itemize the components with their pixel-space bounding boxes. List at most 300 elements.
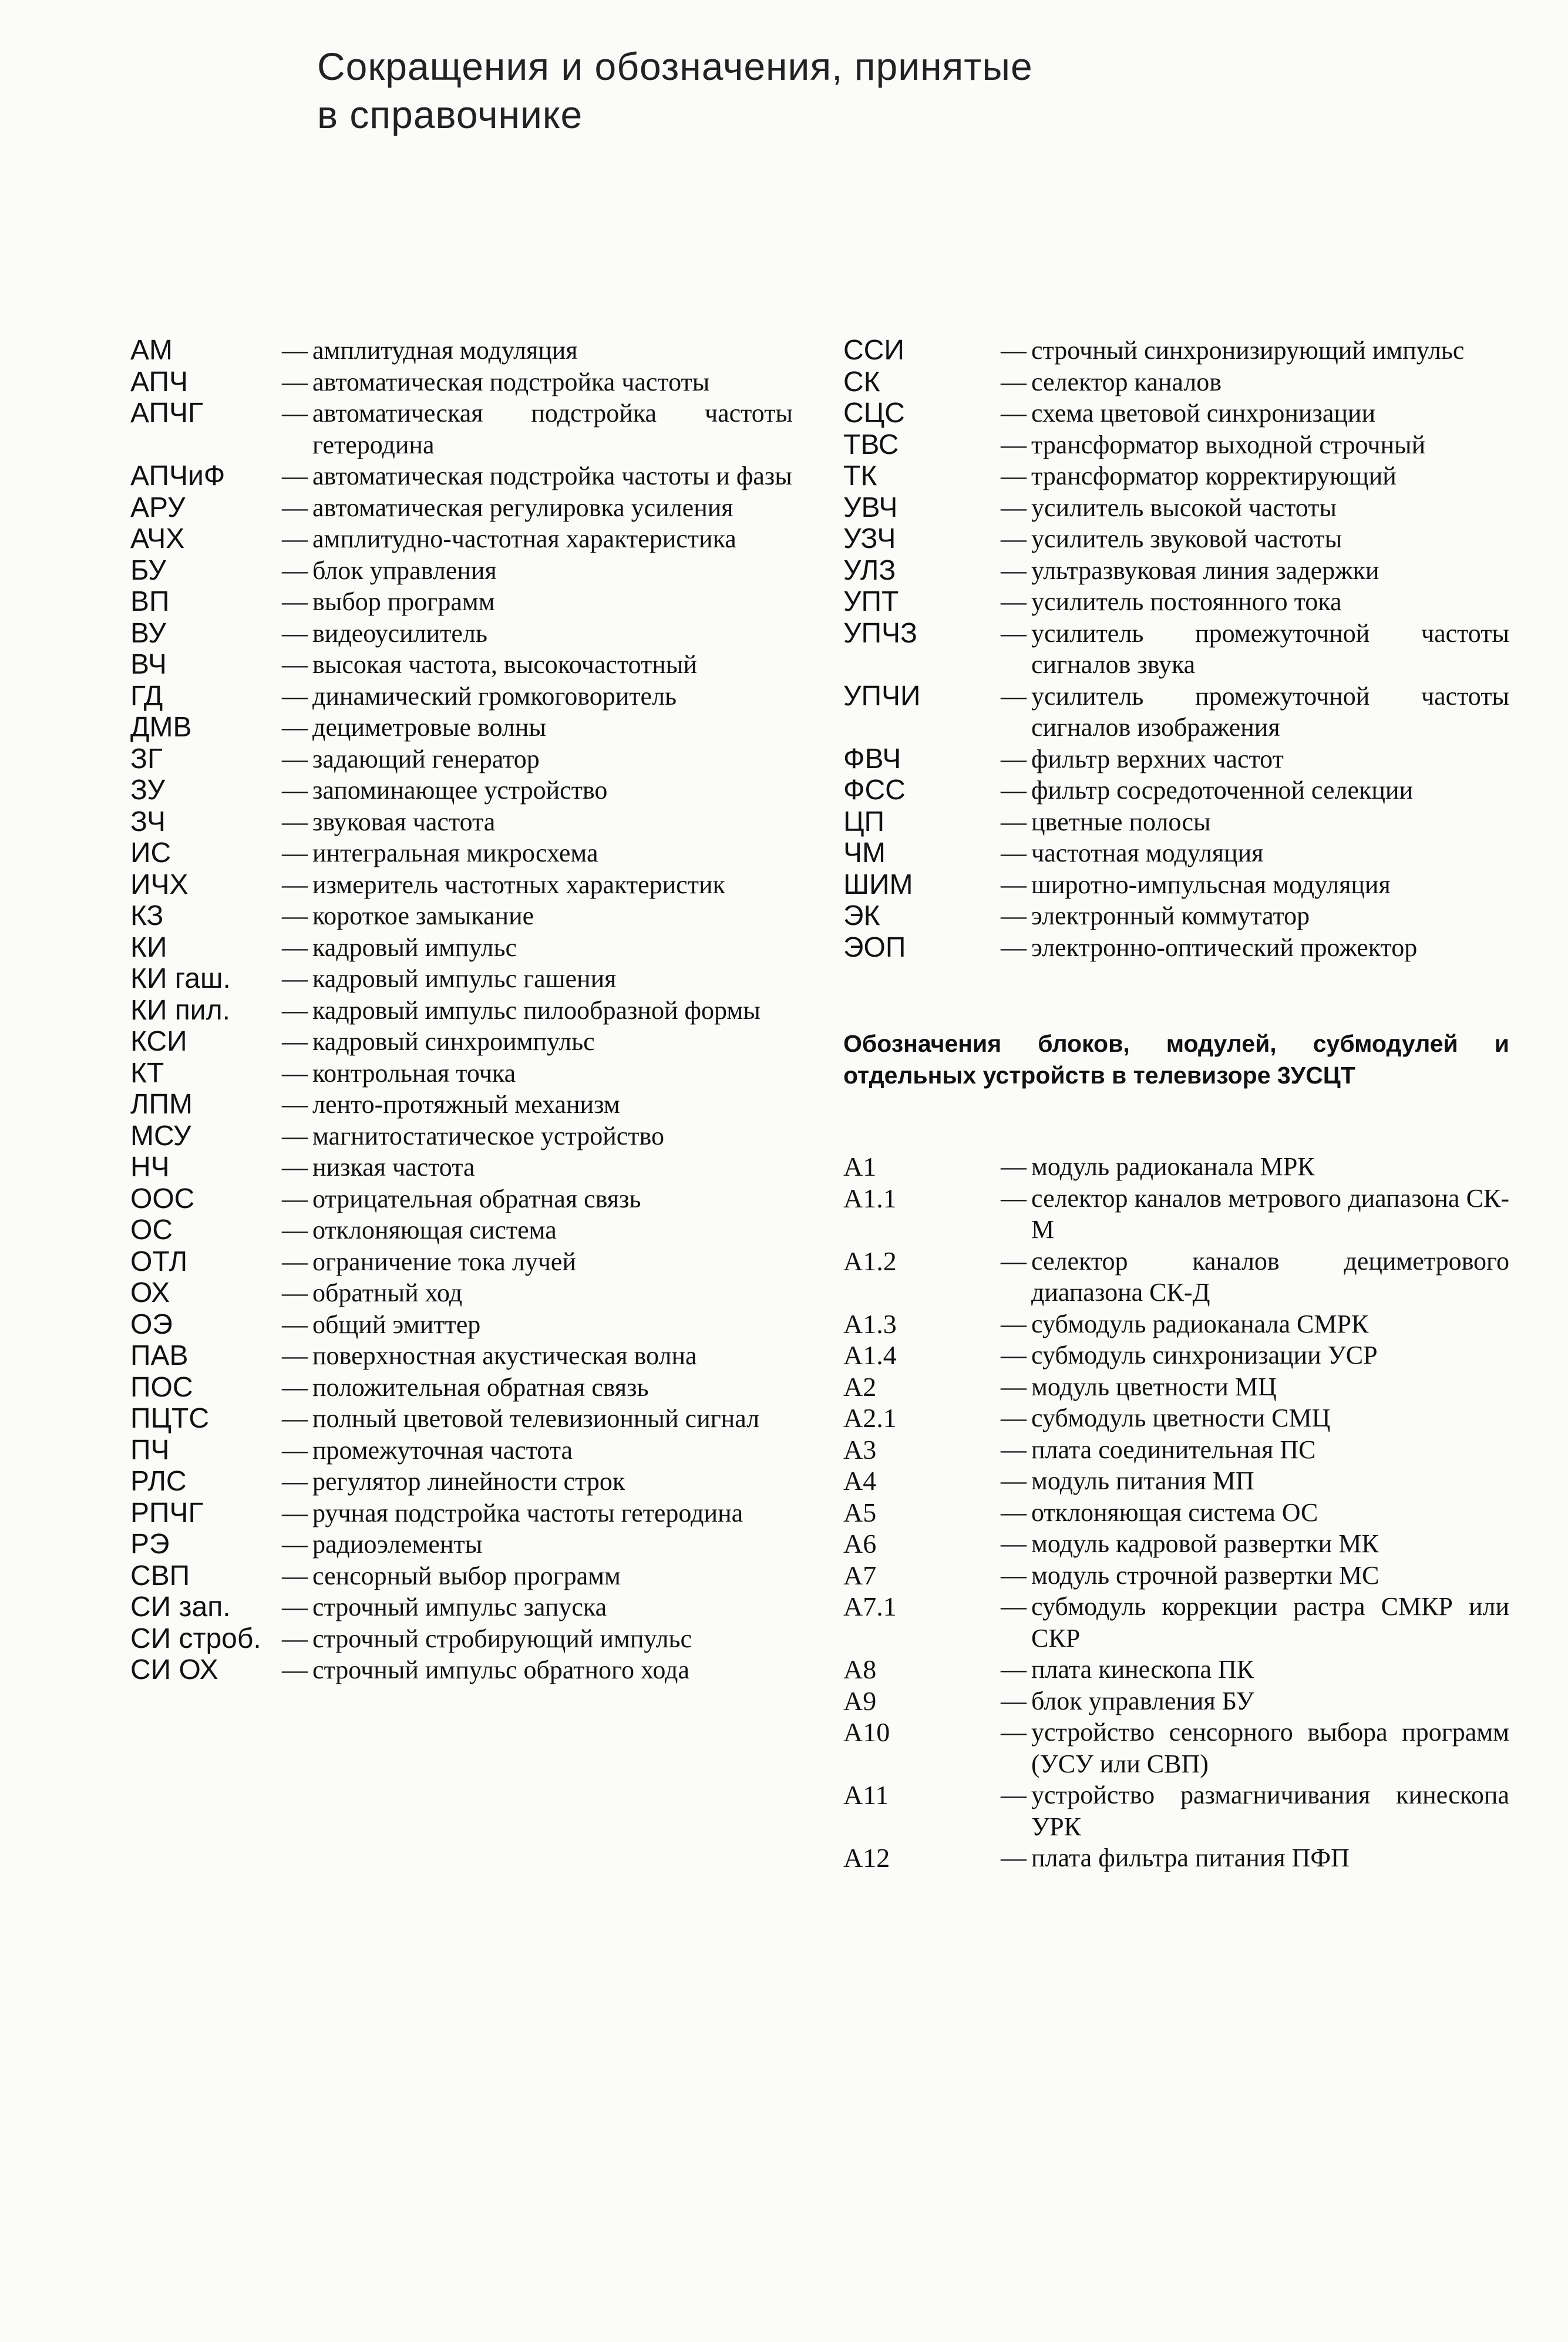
abbreviation-entry <box>130 1058 793 1089</box>
entry-dash: — <box>1001 430 1027 459</box>
abbreviation-definition: блок управления БУ <box>1031 1686 1254 1715</box>
abbreviation-entry <box>843 335 1509 366</box>
abbreviation-definition: запоминающее устройство <box>312 776 608 805</box>
abbreviation-definition: усилитель промежуточной частоты сигналов звука <box>1031 618 1509 679</box>
abbreviation-term: А1.2 <box>843 1246 897 1276</box>
abbreviation-definition: выбор программ <box>312 587 495 616</box>
abbreviation-term: СИ строб. <box>130 1623 261 1654</box>
entry-dash: — <box>1001 1372 1027 1401</box>
entry-dash: — <box>282 1153 308 1182</box>
entry-dash: — <box>282 1247 308 1276</box>
abbreviation-definition: задающий генератор <box>312 744 540 773</box>
abbreviation-entry <box>130 586 793 618</box>
abbreviation-entry <box>130 1214 793 1246</box>
entry-dash: — <box>1001 681 1027 711</box>
abbreviation-term: КИ <box>130 931 167 963</box>
abbreviation-entry <box>843 1183 1509 1246</box>
abbreviation-definition: строчный стробирующий импульс <box>312 1624 692 1653</box>
abbreviation-entry <box>130 1277 793 1309</box>
entry-dash: — <box>282 367 308 396</box>
abbreviation-term: СЦС <box>843 398 905 429</box>
entry-dash: — <box>282 1090 308 1119</box>
abbreviation-definition: видеоусилитель <box>312 618 487 648</box>
abbreviation-term: А6 <box>843 1529 877 1559</box>
abbreviation-entry <box>843 900 1509 932</box>
abbreviation-definition: промежуточная частота <box>312 1435 573 1465</box>
abbreviation-term: РПЧГ <box>130 1497 204 1529</box>
entry-dash: — <box>1001 1560 1027 1590</box>
entry-dash: — <box>282 1278 308 1307</box>
abbreviation-definition: поверхностная акустическая волна <box>312 1341 697 1370</box>
abbreviation-term: РЛС <box>130 1466 187 1497</box>
abbreviation-definition: блок управления <box>312 556 497 585</box>
abbreviation-entry <box>130 743 793 775</box>
abbreviation-term: БУ <box>130 554 166 586</box>
entry-dash: — <box>1001 1718 1027 1747</box>
abbreviation-definition: частотная модуляция <box>1031 839 1264 867</box>
abbreviation-term: НЧ <box>130 1152 170 1183</box>
entry-dash: — <box>1001 1498 1027 1527</box>
entry-dash: — <box>282 1372 308 1402</box>
abbreviation-entry <box>843 618 1509 681</box>
abbreviation-term: КИ пил. <box>130 994 230 1026</box>
abbreviation-entry <box>130 1435 793 1466</box>
abbreviation-term: ГД <box>130 680 163 712</box>
entry-dash: — <box>1001 462 1027 490</box>
abbreviation-term: СИ ОХ <box>130 1654 218 1685</box>
abbreviation-definition: короткое замыкание <box>312 901 534 930</box>
abbreviation-term: А12 <box>843 1843 890 1873</box>
abbreviation-definition: кадровый импульс пилообразной формы <box>312 995 761 1025</box>
abbreviation-entry <box>130 775 793 806</box>
entry-dash: — <box>1001 901 1027 930</box>
abbreviation-entry <box>843 837 1509 869</box>
entry-dash: — <box>282 870 308 899</box>
entry-dash: — <box>282 713 308 742</box>
abbreviation-definition: цветные полосы <box>1031 807 1211 836</box>
abbreviation-definition: плата фильтра питания ПФП <box>1031 1843 1350 1872</box>
abbreviation-term: ПЦТС <box>130 1403 209 1434</box>
blocks-list <box>843 1151 1509 1874</box>
entry-dash: — <box>1001 336 1027 365</box>
abbreviation-term: ПОС <box>130 1371 193 1403</box>
abbreviation-definition: кадровый импульс <box>312 933 517 962</box>
abbreviation-entry <box>843 1308 1509 1340</box>
entry-dash: — <box>282 901 308 930</box>
abbreviation-term: АПЧиФ <box>130 460 226 492</box>
abbreviation-entry <box>130 555 793 587</box>
entry-dash: — <box>1001 1309 1027 1338</box>
abbreviation-entry <box>843 460 1509 492</box>
abbreviation-entry <box>843 869 1509 901</box>
abbreviation-term: А10 <box>843 1717 890 1747</box>
abbreviation-term: ЭОП <box>843 931 906 963</box>
abbreviation-term: ВУ <box>130 617 166 649</box>
abbreviation-term: А11 <box>843 1780 889 1810</box>
abbreviation-term: А8 <box>843 1654 877 1684</box>
abbreviation-term: ОТЛ <box>130 1246 188 1277</box>
abbreviation-term: ДМВ <box>130 712 192 743</box>
entry-dash: — <box>282 556 308 585</box>
abbreviation-term: А9 <box>843 1685 877 1716</box>
abbreviation-definition: модуль строчной развертки МС <box>1031 1560 1379 1590</box>
abbreviation-definition: фильтр верхних частот <box>1031 744 1284 773</box>
abbreviation-definition: модуль радиоканала МРК <box>1031 1152 1315 1181</box>
entry-dash: — <box>1001 1843 1027 1872</box>
entry-dash: — <box>282 964 308 993</box>
abbreviation-definition: селектор каналов <box>1031 367 1222 396</box>
abbreviation-term: СВП <box>130 1560 190 1591</box>
abbreviation-entry <box>130 995 793 1027</box>
abbreviation-entry <box>130 1309 793 1341</box>
abbreviation-entry <box>130 492 793 524</box>
entry-dash: — <box>1001 839 1027 867</box>
abbreviation-definition: плата соединительная ПС <box>1031 1435 1316 1464</box>
abbreviation-entry <box>130 335 793 366</box>
abbreviation-entry <box>843 429 1509 461</box>
abbreviation-term: ИЧХ <box>130 869 189 900</box>
abbreviation-definition: усилитель звуковой частоты <box>1031 524 1342 553</box>
entry-dash: — <box>282 744 308 773</box>
abbreviation-term: АМ <box>130 335 173 366</box>
abbreviation-entry <box>843 1402 1509 1434</box>
entry-dash: — <box>1001 556 1027 585</box>
entry-dash: — <box>1001 1466 1027 1495</box>
entry-dash: — <box>282 1593 308 1621</box>
abbreviation-definition: трансформатор выходной строчный <box>1031 430 1426 459</box>
abbreviation-term: А1.3 <box>843 1308 897 1339</box>
abbreviation-entry <box>130 1466 793 1498</box>
entry-dash: — <box>282 1121 308 1150</box>
right-abbreviation-list <box>843 335 1509 963</box>
abbreviation-entry <box>843 555 1509 587</box>
abbreviation-definition: полный цветовой телевизионный сигнал <box>312 1404 760 1433</box>
entry-dash: — <box>282 1561 308 1590</box>
abbreviation-entry <box>130 1120 793 1152</box>
abbreviation-entry <box>843 1685 1509 1717</box>
abbreviation-definition: ручная подстройка частоты гетеродина <box>312 1498 743 1527</box>
abbreviation-entry <box>843 806 1509 838</box>
abbreviation-definition: амплитудно-частотная характеристика <box>312 524 736 553</box>
abbreviation-term: РЭ <box>130 1529 170 1560</box>
abbreviation-term: А1.1 <box>843 1183 897 1213</box>
abbreviation-entry <box>843 1151 1509 1183</box>
entry-dash: — <box>1001 1781 1027 1809</box>
abbreviation-entry <box>843 1434 1509 1466</box>
abbreviation-term: ООС <box>130 1183 195 1214</box>
abbreviation-definition: кадровый импульс гашения <box>312 964 617 993</box>
abbreviation-term: ЛПМ <box>130 1089 193 1120</box>
entry-dash: — <box>1001 524 1027 553</box>
abbreviation-entry <box>130 712 793 743</box>
abbreviation-entry <box>843 1560 1509 1591</box>
abbreviation-entry <box>130 681 793 712</box>
entry-dash: — <box>1001 1404 1027 1432</box>
abbreviation-definition: положительная обратная связь <box>312 1372 649 1402</box>
abbreviation-definition: регулятор линейности строк <box>312 1467 625 1496</box>
abbreviation-definition: автоматическая подстройка частоты <box>312 367 710 396</box>
abbreviation-term: ССИ <box>843 335 904 366</box>
abbreviation-term: А7 <box>843 1560 877 1590</box>
abbreviation-entry <box>130 1654 793 1686</box>
abbreviation-entry <box>843 775 1509 806</box>
abbreviation-definition: сенсорный выбор программ <box>312 1561 621 1590</box>
entry-dash: — <box>1001 1529 1027 1558</box>
abbreviation-entry <box>130 1089 793 1120</box>
entry-dash: — <box>282 807 308 836</box>
abbreviation-definition: автоматическая регулировка усиления <box>312 493 733 522</box>
abbreviation-term: УПЧИ <box>843 680 921 712</box>
entry-dash: — <box>282 681 308 711</box>
entry-dash: — <box>282 776 308 805</box>
abbreviation-definition: низкая частота <box>312 1153 475 1182</box>
abbreviation-term: ВП <box>130 586 170 617</box>
abbreviation-entry <box>843 932 1509 964</box>
abbreviation-entry <box>130 366 793 398</box>
abbreviation-term: ШИМ <box>843 869 913 900</box>
abbreviation-entry <box>843 681 1509 743</box>
abbreviation-term: ОС <box>130 1214 173 1246</box>
entry-dash: — <box>1001 744 1027 773</box>
abbreviation-definition: звуковая частота <box>312 807 496 836</box>
abbreviation-entry <box>843 1497 1509 1529</box>
abbreviation-term: ОЭ <box>130 1308 173 1340</box>
entry-dash: — <box>282 1184 308 1213</box>
entry-dash: — <box>282 1498 308 1527</box>
abbreviation-entry <box>130 1372 793 1404</box>
abbreviation-term: А2 <box>843 1371 877 1402</box>
entry-dash: — <box>1001 1341 1027 1369</box>
abbreviation-term: УЗЧ <box>843 523 896 554</box>
title-line-1: Сокращения и обозначения, принятые <box>317 45 1033 88</box>
entry-dash: — <box>1001 587 1027 616</box>
abbreviation-entry <box>130 837 793 869</box>
abbreviation-definition: модуль цветности МЦ <box>1031 1372 1277 1401</box>
abbreviation-entry <box>130 1403 793 1435</box>
abbreviation-term: АПЧГ <box>130 398 203 429</box>
abbreviation-definition: строчный импульс запуска <box>312 1593 607 1621</box>
abbreviation-definition: субмодуль синхронизации УСР <box>1031 1341 1378 1369</box>
entry-dash: — <box>282 1310 308 1339</box>
abbreviation-definition: отклоняющая система ОС <box>1031 1498 1318 1527</box>
abbreviation-term: КТ <box>130 1057 164 1089</box>
abbreviation-entry <box>130 932 793 964</box>
abbreviation-term: А4 <box>843 1466 877 1496</box>
entry-dash: — <box>1001 933 1027 962</box>
entry-dash: — <box>1001 399 1027 428</box>
blocks-subheading: Обозначения блоков, модулей, субмодулей и отдельных устройств в телевизоре 3УСЦТ <box>843 1030 1509 1089</box>
entry-dash: — <box>282 933 308 962</box>
abbreviation-definition: широтно-импульсная модуляция <box>1031 870 1391 899</box>
abbreviation-definition: магнитостатическое устройство <box>312 1121 664 1150</box>
abbreviation-entry <box>130 1560 793 1592</box>
abbreviation-definition: дециметровые волны <box>312 713 546 742</box>
abbreviation-definition: трансформатор корректирующий <box>1031 462 1397 490</box>
abbreviation-term: А3 <box>843 1434 877 1465</box>
abbreviation-definition: модуль кадровой развертки МК <box>1031 1529 1379 1558</box>
entry-dash: — <box>282 839 308 867</box>
abbreviation-definition: ленто-протяжный механизм <box>312 1090 620 1119</box>
abbreviation-term: ЭК <box>843 900 880 931</box>
abbreviation-term: ПЧ <box>130 1434 170 1466</box>
abbreviation-entry <box>130 1246 793 1278</box>
abbreviation-definition: модуль питания МП <box>1031 1466 1254 1495</box>
entry-dash: — <box>282 1435 308 1465</box>
abbreviation-definition: кадровый синхроимпульс <box>312 1027 595 1056</box>
abbreviation-definition: радиоэлементы <box>312 1530 483 1559</box>
abbreviation-entry <box>130 1183 793 1215</box>
abbreviation-term: АПЧ <box>130 366 188 398</box>
abbreviation-term: ЗЧ <box>130 806 166 837</box>
abbreviation-term: А5 <box>843 1497 877 1527</box>
abbreviation-term: СК <box>843 366 880 398</box>
entry-dash: — <box>282 399 308 428</box>
entry-dash: — <box>282 336 308 365</box>
abbreviation-definition: фильтр сосредоточенной селекции <box>1031 776 1413 805</box>
abbreviation-term: А1 <box>843 1152 877 1182</box>
abbreviation-entry <box>843 586 1509 618</box>
entry-dash: — <box>282 1404 308 1433</box>
abbreviation-term: ФВЧ <box>843 743 901 775</box>
abbreviation-entry <box>130 1498 793 1529</box>
entry-dash: — <box>282 1655 308 1684</box>
abbreviation-definition: усилитель промежуточной частоты сигналов изображения <box>1031 681 1509 742</box>
abbreviation-definition: строчный импульс обратного хода <box>312 1655 689 1684</box>
abbreviation-entry <box>843 1654 1509 1685</box>
left-column-abbreviations <box>130 335 793 1686</box>
abbreviation-entry <box>843 492 1509 524</box>
abbreviation-term: А7.1 <box>843 1591 897 1621</box>
abbreviation-term: ЧМ <box>843 837 886 869</box>
abbreviation-term: ЗГ <box>130 743 163 775</box>
abbreviation-definition: электронно-оптический прожектор <box>1031 933 1418 962</box>
abbreviation-entry <box>843 1465 1509 1497</box>
right-column <box>843 335 1509 1874</box>
abbreviation-definition: высокая частота, высокочастотный <box>312 650 697 679</box>
abbreviation-term: ПАВ <box>130 1340 189 1371</box>
abbreviation-entry <box>130 618 793 650</box>
entry-dash: — <box>282 1624 308 1653</box>
entry-dash: — <box>282 587 308 616</box>
abbreviation-term: АРУ <box>130 492 186 523</box>
abbreviation-entry <box>130 1152 793 1183</box>
entry-dash: — <box>282 650 308 679</box>
abbreviation-entry <box>843 1591 1509 1654</box>
entry-dash: — <box>1001 870 1027 899</box>
abbreviation-entry <box>843 398 1509 429</box>
entry-dash: — <box>1001 1152 1027 1181</box>
abbreviation-term: КСИ <box>130 1026 187 1057</box>
abbreviation-definition: селектор каналов дециметрового диапазона СК-Д <box>1031 1246 1509 1307</box>
abbreviation-term: КИ гаш. <box>130 963 231 994</box>
entry-dash: — <box>282 493 308 522</box>
entry-dash: — <box>282 995 308 1025</box>
abbreviation-entry <box>130 806 793 838</box>
abbreviation-term: СИ зап. <box>130 1591 231 1623</box>
entry-dash: — <box>1001 1183 1027 1213</box>
abbreviation-term: ТК <box>843 460 877 492</box>
abbreviation-entry <box>130 460 793 492</box>
abbreviation-term: МСУ <box>130 1120 191 1152</box>
abbreviation-definition: обратный ход <box>312 1278 463 1307</box>
entry-dash: — <box>1001 1435 1027 1464</box>
page-title <box>317 42 1033 139</box>
entry-dash: — <box>282 1467 308 1496</box>
abbreviation-entry <box>843 1246 1509 1308</box>
abbreviation-entry <box>843 1371 1509 1403</box>
entry-dash: — <box>1001 1246 1027 1276</box>
abbreviation-term: УЛЗ <box>843 554 896 586</box>
abbreviation-definition: строчный синхронизирующий импульс <box>1031 336 1465 365</box>
abbreviation-definition: субмодуль радиоканала СМРК <box>1031 1309 1369 1338</box>
abbreviation-definition: измеритель частотных характеристик <box>312 870 725 899</box>
abbreviation-term: ОХ <box>130 1277 170 1308</box>
abbreviation-term: ИС <box>130 837 171 869</box>
abbreviation-term: А2.1 <box>843 1403 897 1433</box>
abbreviation-entry <box>843 1528 1509 1560</box>
title-line-2: в справочнике <box>317 93 583 136</box>
entry-dash: — <box>1001 1686 1027 1715</box>
abbreviation-term: УПТ <box>843 586 899 617</box>
abbreviation-entry <box>130 1529 793 1560</box>
abbreviation-definition: усилитель постоянного тока <box>1031 587 1342 616</box>
abbreviation-definition: динамический громкоговоритель <box>312 681 677 711</box>
abbreviation-entry <box>130 1340 793 1372</box>
abbreviation-entry <box>843 1717 1509 1779</box>
abbreviation-term: ТВС <box>843 429 899 460</box>
entry-dash: — <box>282 1341 308 1370</box>
abbreviation-entry <box>843 1842 1509 1874</box>
abbreviation-definition: схема цветовой синхронизации <box>1031 399 1375 428</box>
abbreviation-definition: плата кинескопа ПК <box>1031 1655 1254 1684</box>
abbreviation-definition: электронный коммутатор <box>1031 901 1310 930</box>
entry-dash: — <box>282 524 308 553</box>
abbreviation-definition: ультразвуковая линия задержки <box>1031 556 1379 585</box>
abbreviation-definition: усилитель высокой частоты <box>1031 493 1337 522</box>
abbreviation-term: УПЧЗ <box>843 617 917 649</box>
abbreviation-entry <box>843 1779 1509 1842</box>
abbreviation-definition: интегральная микросхема <box>312 839 598 867</box>
abbreviation-definition: устройство размагничивания кинескопа УРК <box>1031 1781 1509 1841</box>
abbreviation-definition: селектор каналов метрового диапазона СК-М <box>1031 1183 1509 1244</box>
abbreviation-entry <box>843 523 1509 555</box>
entry-dash: — <box>282 1027 308 1056</box>
entry-dash: — <box>1001 1655 1027 1684</box>
abbreviation-entry <box>130 398 793 460</box>
abbreviation-term: АЧХ <box>130 523 185 554</box>
abbreviation-entry <box>843 743 1509 775</box>
entry-dash: — <box>282 618 308 648</box>
abbreviation-entry <box>130 649 793 681</box>
entry-dash: — <box>282 462 308 490</box>
abbreviation-definition: ограничение тока лучей <box>312 1247 577 1276</box>
abbreviation-entry <box>130 1623 793 1655</box>
entry-dash: — <box>1001 776 1027 805</box>
abbreviation-term: ВЧ <box>130 649 167 680</box>
abbreviation-term: А1.4 <box>843 1340 897 1370</box>
abbreviation-definition: отрицательная обратная связь <box>312 1184 641 1213</box>
abbreviation-definition: автоматическая подстройка частоты и фазы <box>312 462 792 490</box>
entry-dash: — <box>1001 618 1027 648</box>
entry-dash: — <box>282 1216 308 1244</box>
abbreviation-term: УВЧ <box>843 492 898 523</box>
abbreviation-definition: субмодуль цветности СМЦ <box>1031 1404 1331 1432</box>
abbreviation-definition: амплитудная модуляция <box>312 336 578 365</box>
abbreviation-definition: отклоняющая система <box>312 1216 557 1244</box>
abbreviation-entry <box>843 366 1509 398</box>
abbreviation-definition: устройство сенсорного выбора программ (УСУ или СВП) <box>1031 1718 1509 1778</box>
abbreviation-term: ФСС <box>843 775 906 806</box>
